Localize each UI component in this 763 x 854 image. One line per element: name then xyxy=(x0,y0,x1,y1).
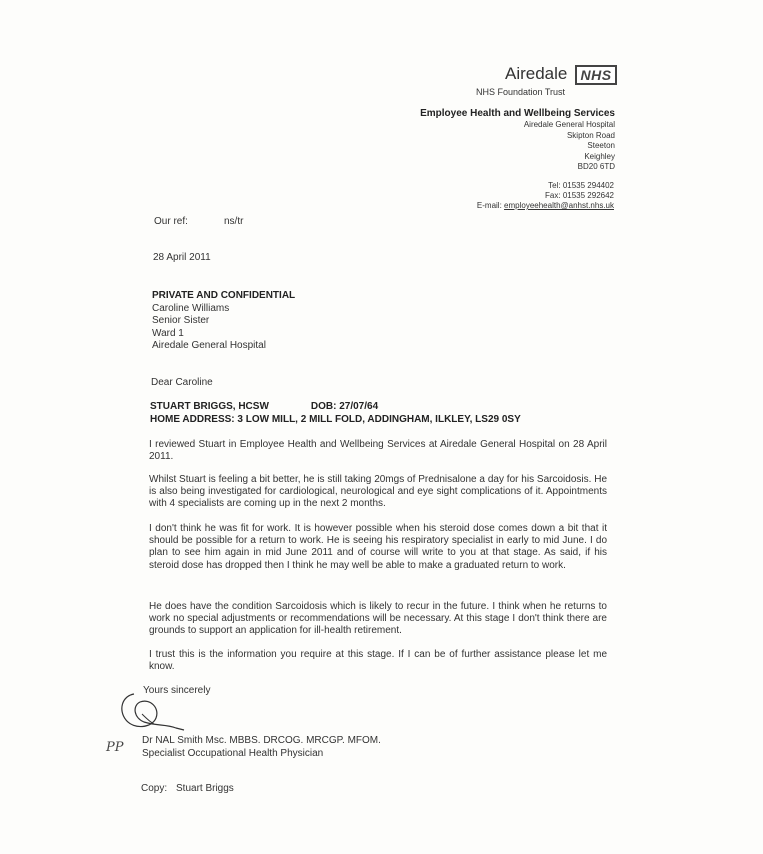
reference-line xyxy=(154,216,243,227)
subject-block xyxy=(150,401,521,426)
body-paragraph: I don't think he was fit for work. It is however possible when his steroid dose comes down a bit that it should be possible for a return to work. He is seeing his respiratory specialist in early to mid June. I do plan to see him again in mid June 2011 and of course will write to you at that stage. As said, if his steroid dose has dropped then I think he may well be able to make a graduated return to work. xyxy=(149,523,607,571)
subject-name: STUART BRIGGS, HCSW xyxy=(150,401,269,412)
body-paragraph: I reviewed Stuart in Employee Health and Wellbeing Services at Airedale General Hospital on 28 April 2011. xyxy=(149,439,607,463)
body-paragraph: He does have the condition Sarcoidosis which is likely to recur in the future. I think when he returns to work no special adjustments or recommendations will be necessary. At this stage I don't think there are grounds to support an application for ill-health retirement. xyxy=(149,601,607,637)
service-address-block xyxy=(380,108,615,173)
recipient-title: Senior Sister xyxy=(152,315,210,327)
salutation: Dear Caroline xyxy=(151,377,213,388)
signatory-name: Dr NAL Smith Msc. MBBS. DRCOG. MRCGP. MFOM. xyxy=(142,735,381,746)
letter-date: 28 April 2011 xyxy=(153,252,211,263)
reference-label: Our ref: xyxy=(154,216,188,227)
nhs-logo xyxy=(575,65,617,85)
pp-mark: PP xyxy=(106,740,124,755)
body-paragraph: Whilst Stuart is feeling a bit better, he is still taking 20mgs of Prednisalone a day for his Sarcoidosis. He is also being investigated for cardiological, neurological and eye sight complications of it. Appointments with 4 specialists are coming up in the next 2 months. xyxy=(149,474,607,510)
organisation-name: Airedale xyxy=(505,64,568,83)
confidential-heading: PRIVATE AND CONFIDENTIAL xyxy=(152,290,296,301)
recipient-hospital: Airedale General Hospital xyxy=(152,340,266,352)
recipient-block xyxy=(152,290,295,353)
fax: Fax: 01535 292642 xyxy=(545,191,614,200)
address-line: BD20 6TD xyxy=(577,162,615,171)
copy-label: Copy: xyxy=(141,783,168,794)
signatory-block xyxy=(142,735,381,760)
subject-address: HOME ADDRESS: 3 LOW MILL, 2 MILL FOLD, ADDINGHAM, ILKLEY, LS29 0SY xyxy=(150,413,521,425)
address-line: Keighley xyxy=(584,151,615,161)
telephone: Tel: 01535 294402 xyxy=(548,181,614,190)
subject-line xyxy=(150,401,521,414)
service-title: Employee Health and Wellbeing Services xyxy=(420,108,615,119)
reference-value: ns/tr xyxy=(224,216,244,227)
subject-dob: DOB: 27/07/64 xyxy=(310,401,379,412)
copy-line xyxy=(141,783,234,794)
address-line: Steeton xyxy=(587,141,615,150)
body-paragraph: I trust this is the information you require at this stage. If I can be of further assistance please let me know. xyxy=(149,649,607,673)
address-line: Skipton Road xyxy=(566,130,615,140)
email-line xyxy=(380,201,614,211)
signatory-role: Specialist Occupational Health Physician xyxy=(142,747,324,759)
address-line: Airedale General Hospital xyxy=(523,120,615,129)
copy-recipient: Stuart Briggs xyxy=(176,783,234,794)
trust-name: NHS Foundation Trust xyxy=(475,87,565,97)
email-link[interactable]: employeehealth@anhst.nhs.uk xyxy=(504,201,614,210)
recipient-name: Caroline Williams xyxy=(152,302,230,314)
recipient-ward: Ward 1 xyxy=(152,327,184,339)
nhs-logo-text: NHS xyxy=(580,67,612,83)
contact-block xyxy=(380,181,614,211)
email-label: E-mail: xyxy=(476,201,505,210)
closing: Yours sincerely xyxy=(143,685,211,696)
